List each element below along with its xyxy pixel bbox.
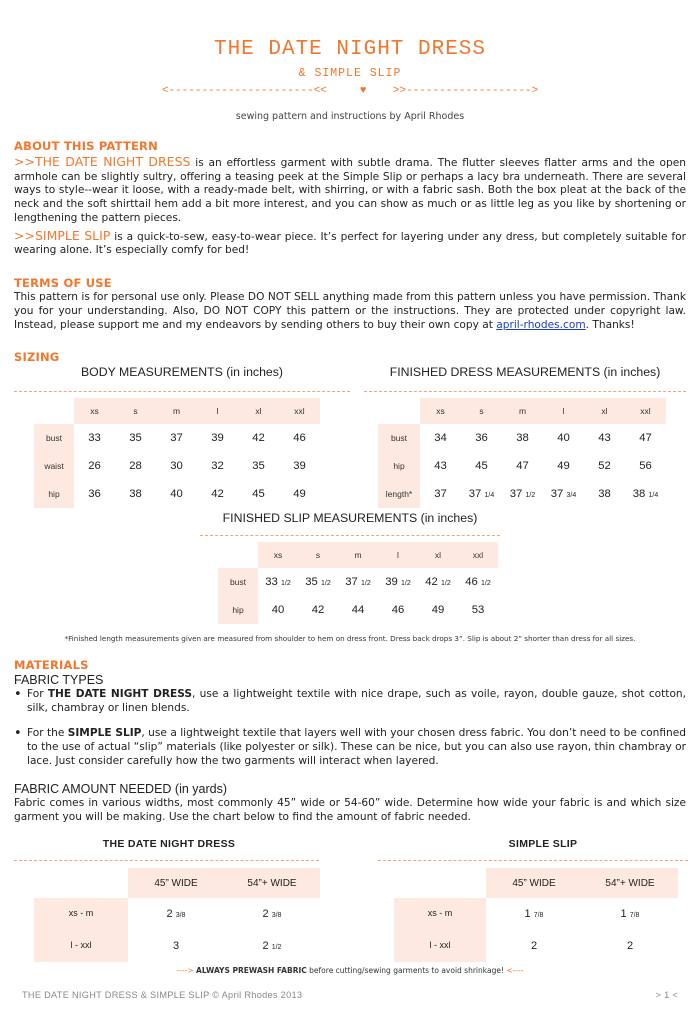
page-title: THE DATE NIGHT DRESS (213, 38, 487, 61)
table-cell: 42 (311, 603, 325, 616)
table-cell: 38 (129, 487, 142, 500)
footer-copyright: THE DATE NIGHT DRESS & SIMPLE SLIP © April Rhodes 2013 (22, 990, 303, 1001)
column-header: 54”+ WIDE (224, 868, 320, 898)
table-cell: 2 1/2 (262, 939, 282, 952)
table-row (378, 452, 666, 480)
slip-fabric-table (394, 868, 678, 962)
corner-cell (34, 868, 128, 898)
about-dress-paragraph (14, 154, 686, 226)
table-cell: 35 (252, 459, 265, 472)
fabric-amount-tables (14, 838, 686, 956)
arrow-divider (14, 84, 686, 98)
slip-measurements-title: FINISHED SLIP MEASUREMENTS (in inches) (222, 511, 478, 526)
sizing-footnote: *Finished length measurements given are measured from shoulder to hem on dress front. Dress back drops 3”. Slip is about 2” shorter than dress for all sizes. (64, 634, 636, 644)
dress-measurements-title: FINISHED DRESS MEASUREMENTS (in inches) (389, 365, 661, 380)
terms-text-end: . Thanks! (585, 318, 635, 331)
column-header: l (378, 542, 418, 568)
column-header: m (156, 398, 197, 424)
table-cell: 43 (434, 459, 447, 472)
row-label: l - xxl (394, 930, 486, 962)
table-cell: 56 (639, 459, 652, 472)
table-cell: 39 (211, 431, 224, 444)
table-cell: 39 (293, 459, 306, 472)
table-row (34, 452, 320, 480)
corner-cell (394, 868, 486, 898)
table-row (394, 898, 678, 930)
table-cell: 44 (351, 603, 365, 616)
table-cell: 38 1/4 (632, 487, 659, 500)
table-cell: 47 (516, 459, 529, 472)
prewash-note (14, 966, 686, 976)
website-link[interactable]: april-rhodes.com (496, 318, 586, 331)
table-row (378, 424, 666, 452)
table-row (34, 898, 320, 930)
table-cell: 43 (598, 431, 611, 444)
column-header: l (543, 398, 584, 424)
table-cell: 26 (88, 459, 101, 472)
table-cell: 42 (252, 431, 265, 444)
table-cell: 45 (252, 487, 265, 500)
table-cell: 1 7/8 (620, 907, 640, 920)
table-cell: 46 1/2 (465, 575, 491, 588)
slip-measurements-table (218, 542, 498, 624)
table-cell: 3 (172, 939, 180, 952)
sizing-tables-top (14, 365, 686, 505)
column-header: 45” WIDE (128, 868, 224, 898)
page-number: > 1 < (655, 990, 678, 1001)
table-cell: 40 (271, 603, 285, 616)
terms-text: This pattern is for personal use only. Please DO NOT SELL anything made from this pattern unless you have permission. Thank you for your understanding. Also, DO NOT COPY this pattern or the instructions. They are protected under copyright law. Instead, please support me and my endeavors by sending others to buy their own copy at (14, 291, 686, 331)
table-row (378, 480, 666, 508)
table-cell: 36 (475, 431, 488, 444)
row-label: xs - m (394, 898, 486, 930)
fabric-types-heading: FABRIC TYPES (14, 672, 104, 687)
table-cell: 2 (626, 939, 634, 952)
table-cell: 38 (516, 431, 529, 444)
footer (22, 990, 678, 1002)
column-header: 45” WIDE (486, 868, 582, 898)
table-cell: 42 (211, 487, 224, 500)
table-cell: 37 (170, 431, 183, 444)
table-cell: 35 (129, 431, 142, 444)
prewash-bold: ALWAYS PREWASH FABRIC (196, 966, 307, 976)
table-row (34, 930, 320, 962)
table-row (34, 480, 320, 508)
column-header: 54”+ WIDE (582, 868, 678, 898)
row-label: hip (378, 452, 420, 480)
list-item: • For the SIMPLE SLIP, use a lightweight textile that layers well with your chosen dress fabric. You don’t need to be confined to the use of actual “slip” materials (like polyester or silk). These can be nice, but you can also use rayon, thin chambray or lace. Just consider carefully how the two garments will interact when layered. (14, 727, 686, 768)
about-slip-paragraph (14, 228, 686, 259)
body-measurements-table (34, 398, 320, 508)
fabric-amount-text: Fabric comes in various widths, most commonly 45” wide or 54-60” wide. Determine how wide your fabric is and which size garment you will be making. Use the chart below to find the amount of fabric needed. (14, 796, 686, 823)
column-header: xl (238, 398, 279, 424)
column-header: xs (420, 398, 461, 424)
table-cell: 28 (129, 459, 142, 472)
column-header: m (338, 542, 378, 568)
corner-cell (378, 398, 420, 424)
table-cell: 2 3/8 (166, 907, 186, 920)
byline: sewing pattern and instructions by April Rhodes (235, 110, 465, 122)
table-cell: 35 1/2 (305, 575, 331, 588)
table-cell: 46 (293, 431, 306, 444)
materials-heading: MATERIALS (14, 657, 89, 672)
column-header: xs (258, 542, 298, 568)
about-heading: ABOUT THIS PATTERN (14, 138, 158, 153)
fabric-types-list (14, 688, 686, 769)
column-header: xs (74, 398, 115, 424)
terms-paragraph (14, 291, 686, 332)
slip-lead: >>SIMPLE SLIP (14, 227, 111, 243)
table-cell: 47 (639, 431, 652, 444)
dress-lead: >>THE DATE NIGHT DRESS (14, 153, 191, 169)
body-measurements (14, 365, 350, 508)
column-header: s (115, 398, 156, 424)
body-measurements-title: BODY MEASUREMENTS (in inches) (80, 365, 284, 380)
table-cell: 32 (211, 459, 224, 472)
table-cell: 33 (88, 431, 101, 444)
arrow-left: <----------------------<< (161, 85, 327, 98)
row-label: l - xxl (34, 930, 128, 962)
column-header: xxl (625, 398, 666, 424)
table-cell: 36 (88, 487, 101, 500)
table-cell: 45 (475, 459, 488, 472)
dress-fabric-title: THE DATE NIGHT DRESS (102, 838, 236, 851)
table-cell: 46 (391, 603, 405, 616)
page-subtitle: & SIMPLE SLIP (298, 67, 402, 81)
prewash-text: before cutting/sewing garments to avoid shrinkage! (306, 966, 504, 976)
slip-fabric-title: SIMPLE SLIP (508, 838, 578, 851)
corner-cell (218, 542, 258, 568)
table-cell: 38 (598, 487, 611, 500)
table-cell: 37 1/4 (468, 487, 495, 500)
fabric-amount-heading: FABRIC AMOUNT NEEDED (in yards) (14, 781, 228, 796)
table-cell: 49 (431, 603, 445, 616)
table-row (218, 568, 498, 596)
row-label: hip (34, 480, 74, 508)
table-cell: 37 (434, 487, 447, 500)
dress-text: is an effortless garment with subtle drama. The flutter sleeves flatter arms and the open armhole can be slightly sultry, offering a teasing peek at the Simple Slip or perhaps a lacy bra underneath. There are several ways to style--wear it loose, with a ready-made belt, with shirring, or with a fabric sash. Both the box pleat at the back of the neck and the soft shirttail hem add a bit more interest, and you can show as much or as little leg as you like by shortening or lengthening the pattern pieces. (14, 156, 686, 224)
dress-fabric (34, 838, 324, 962)
table-cell: 49 (293, 487, 306, 500)
row-label: bust (34, 424, 74, 452)
column-header: l (197, 398, 238, 424)
column-header: xl (584, 398, 625, 424)
dress-fabric-table (34, 868, 320, 962)
table-row (218, 596, 498, 624)
heart-icon: ♥ (359, 85, 367, 98)
column-header: s (461, 398, 502, 424)
slip-fabric (378, 838, 688, 962)
row-label: xs - m (34, 898, 128, 930)
column-header: xxl (458, 542, 498, 568)
prewash-arrow-right: <---- (506, 966, 524, 976)
terms-heading: TERMS OF USE (14, 276, 112, 291)
table-cell: 33 1/2 (265, 575, 291, 588)
table-cell: 53 (471, 603, 485, 616)
dress-measurements (364, 365, 686, 508)
table-cell: 34 (434, 431, 447, 444)
table-cell: 40 (170, 487, 183, 500)
row-label: waist (34, 452, 74, 480)
table-row (34, 424, 320, 452)
table-cell: 42 1/2 (425, 575, 451, 588)
dress-measurements-table (378, 398, 666, 508)
table-cell: 1 7/8 (524, 907, 544, 920)
table-cell: 37 1/2 (509, 487, 536, 500)
table-cell: 49 (557, 459, 570, 472)
table-cell: 2 3/8 (262, 907, 282, 920)
column-header: s (298, 542, 338, 568)
row-label: length* (378, 480, 420, 508)
table-cell: 52 (598, 459, 611, 472)
column-header: xl (418, 542, 458, 568)
table-cell: 40 (557, 431, 570, 444)
corner-cell (34, 398, 74, 424)
sizing-heading: SIZING (14, 350, 60, 365)
row-label: bust (218, 568, 258, 596)
row-label: hip (218, 596, 258, 624)
table-cell: 39 1/2 (385, 575, 411, 588)
slip-text: is a quick-to-sew, easy-to-wear piece. It’s perfect for layering under any dress, but completely suitable for wearing alone. It’s especially comfy for bed! (14, 230, 686, 257)
table-cell: 37 1/2 (345, 575, 371, 588)
list-item: • For THE DATE NIGHT DRESS, use a lightweight textile with nice drape, such as voile, rayon, double gauze, shot cotton, silk, chambray or linen blends. (14, 688, 686, 716)
row-label: bust (378, 424, 420, 452)
arrow-right: >>-------------------> (392, 85, 539, 98)
column-header: m (502, 398, 543, 424)
prewash-arrow-left: ----> (176, 966, 194, 976)
table-cell: 37 3/4 (550, 487, 577, 500)
table-cell: 30 (170, 459, 183, 472)
slip-measurements (200, 511, 500, 624)
column-header: xxl (279, 398, 320, 424)
table-row (394, 930, 678, 962)
table-cell: 2 (530, 939, 538, 952)
